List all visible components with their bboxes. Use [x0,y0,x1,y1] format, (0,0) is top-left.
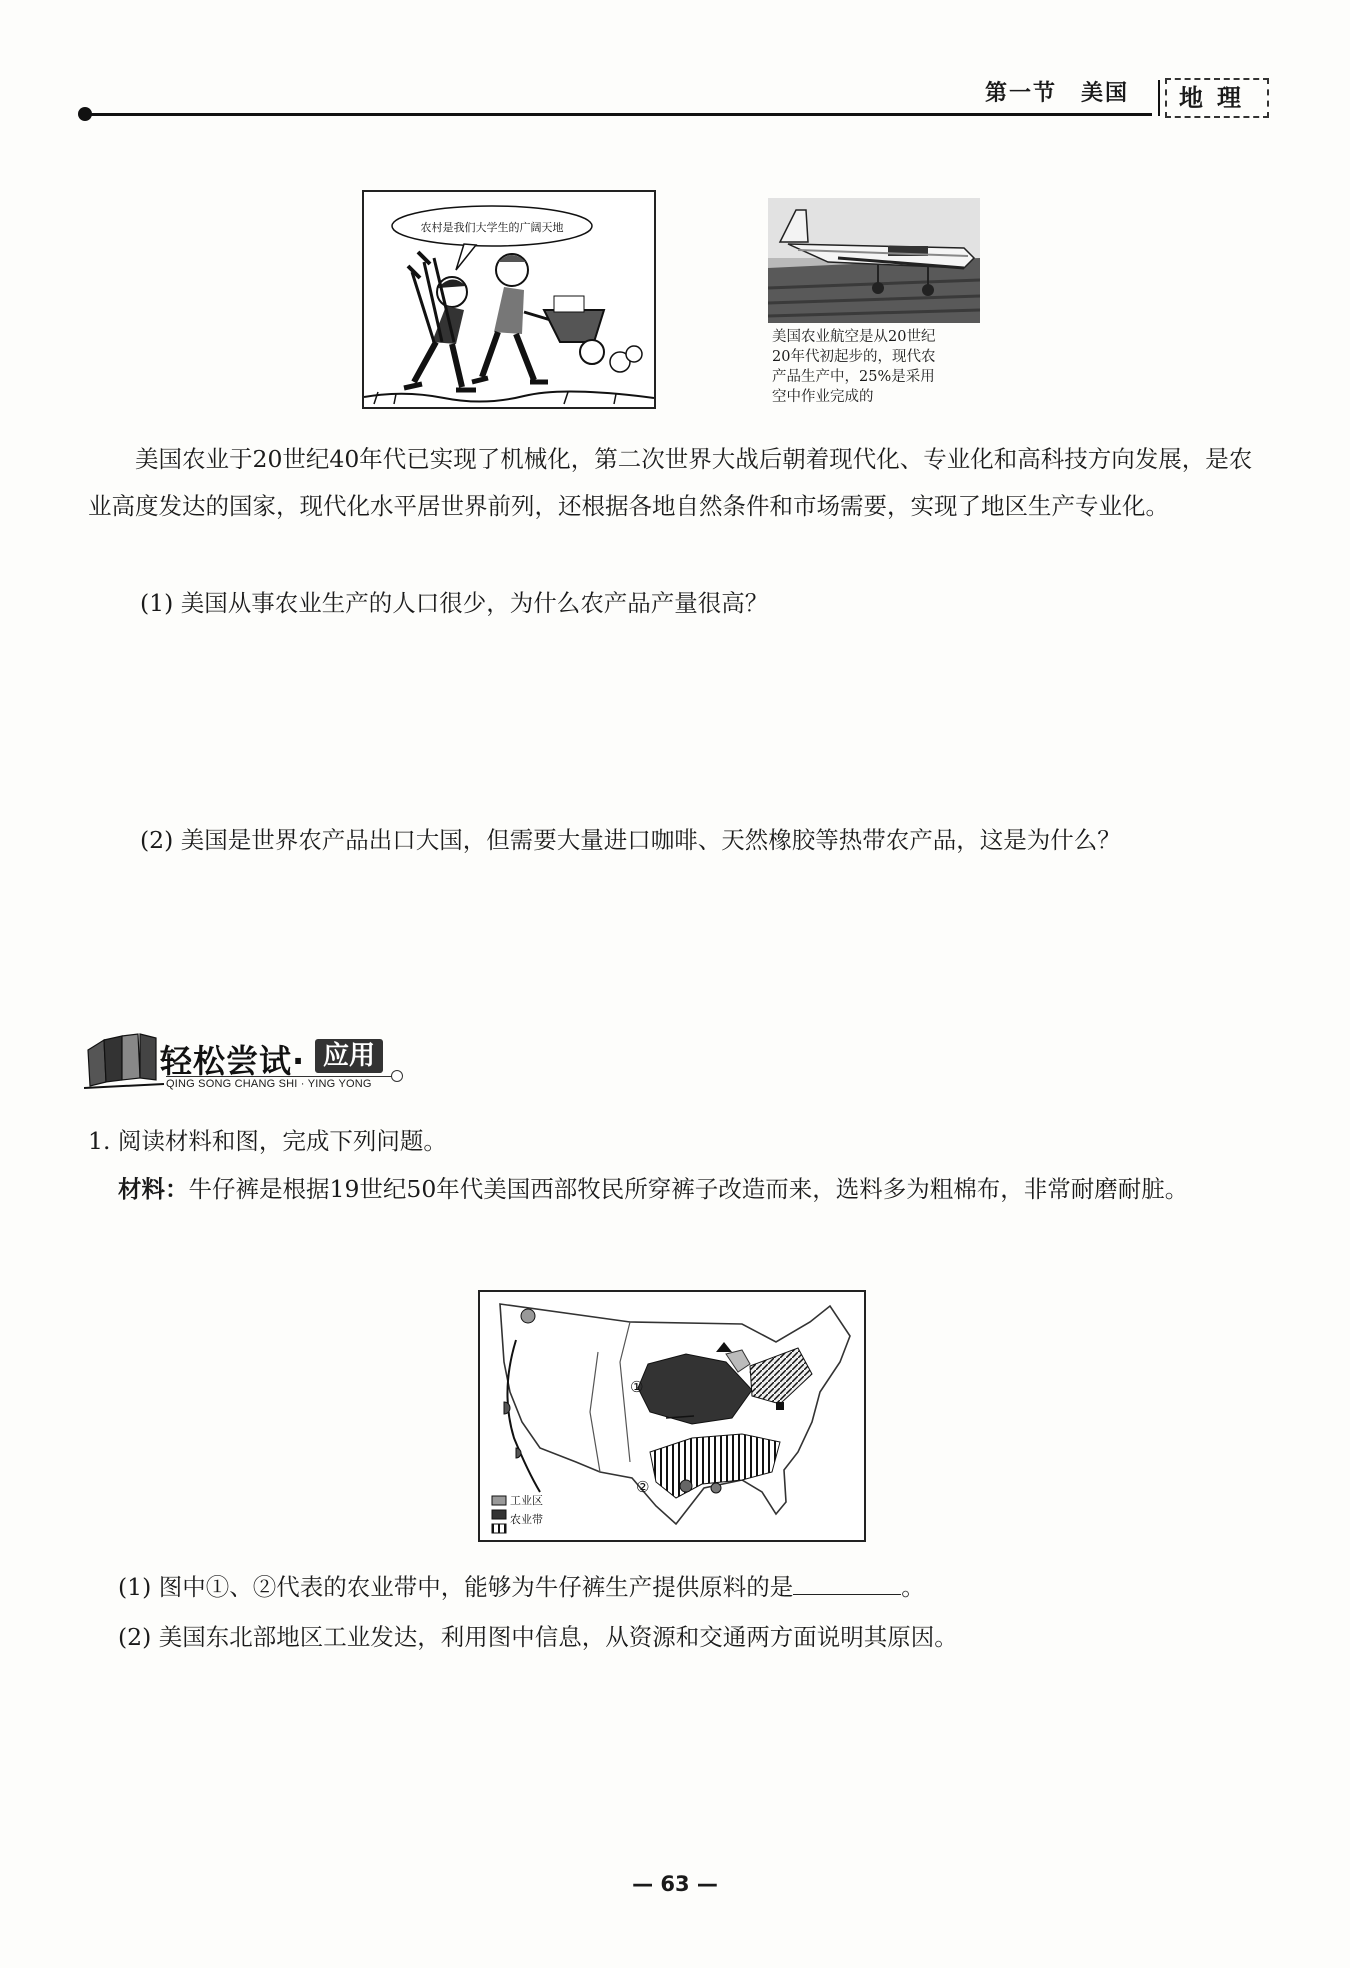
exercise-question-2: (2) 美国东北部地区工业发达，利用图中信息，从资源和交通两方面说明其原因。 [118,1623,958,1651]
exercise-q1-end: 。 [901,1573,925,1601]
legend-agri: 农业带 [510,1513,543,1526]
banner-underline [166,1076,394,1077]
banner-title: 轻松尝试· [160,1042,306,1080]
exercise-stem: 1. 阅读材料和图，完成下列问题。 [88,1127,447,1155]
subject-tag: 地理 [1165,78,1269,118]
usa-agriculture-map [478,1290,866,1542]
material-label: 材料： [118,1175,189,1203]
header-divider [1158,80,1160,116]
banner-tag: 应用 [315,1039,383,1073]
material-text: 牛仔裤是根据19世纪50年代美国西部牧民所穿裤子改造而来，选料多为粗棉布，非常耐磨耐脏。 [188,1175,1189,1203]
question-2: (2) 美国是世界农产品出口大国，但需要大量进口咖啡、天然橡胶等热带农产品，这是为什么？ [140,826,1121,854]
caption-line: 美国农业航空是从20世纪 [772,329,936,345]
passage-text: 美国农业于20世纪40年代已实现了机械化，第二次世界大战后朝着现代化、专业化和高科技方向发展，是农业高度发达的国家，现代化水平居世界前列，还根据各地自然条件和市场需要，实现了地区生产专业化。 [88,445,1253,520]
banner-end-dot [391,1070,403,1082]
caption-line: 产品生产中，25%是采用 [772,369,935,385]
crop-duster-photo [768,198,980,323]
banner-pinyin: QING SONG CHANG SHI · YING YONG [166,1078,372,1090]
cartoon-students-farm [362,190,656,409]
page-number: — 63 — [632,1872,718,1896]
crop-duster-caption [772,327,987,407]
cartoon-speech-text: 农村是我们大学生的广阔天地 [420,221,564,234]
question-1: (1) 美国从事农业生产的人口很少，为什么农产品产量很高？ [140,589,769,617]
section-title: 第一节 美国 [985,80,1130,106]
exercise-question-1 [118,1570,925,1604]
map-marker-2: ② [636,1478,650,1496]
exercise-material [118,1164,1266,1214]
legend-industry: 工业区 [510,1494,543,1507]
answer-blank[interactable] [793,1572,901,1595]
map-marker-1: ① [630,1378,644,1396]
caption-line: 空中作业完成的 [772,389,874,405]
header-rule [82,113,1152,116]
exercise-q1-text: (1) 图中①、②代表的农业带中，能够为牛仔裤生产提供原料的是 [118,1573,794,1601]
caption-line: 20年代初起步的，现代农 [772,349,936,365]
